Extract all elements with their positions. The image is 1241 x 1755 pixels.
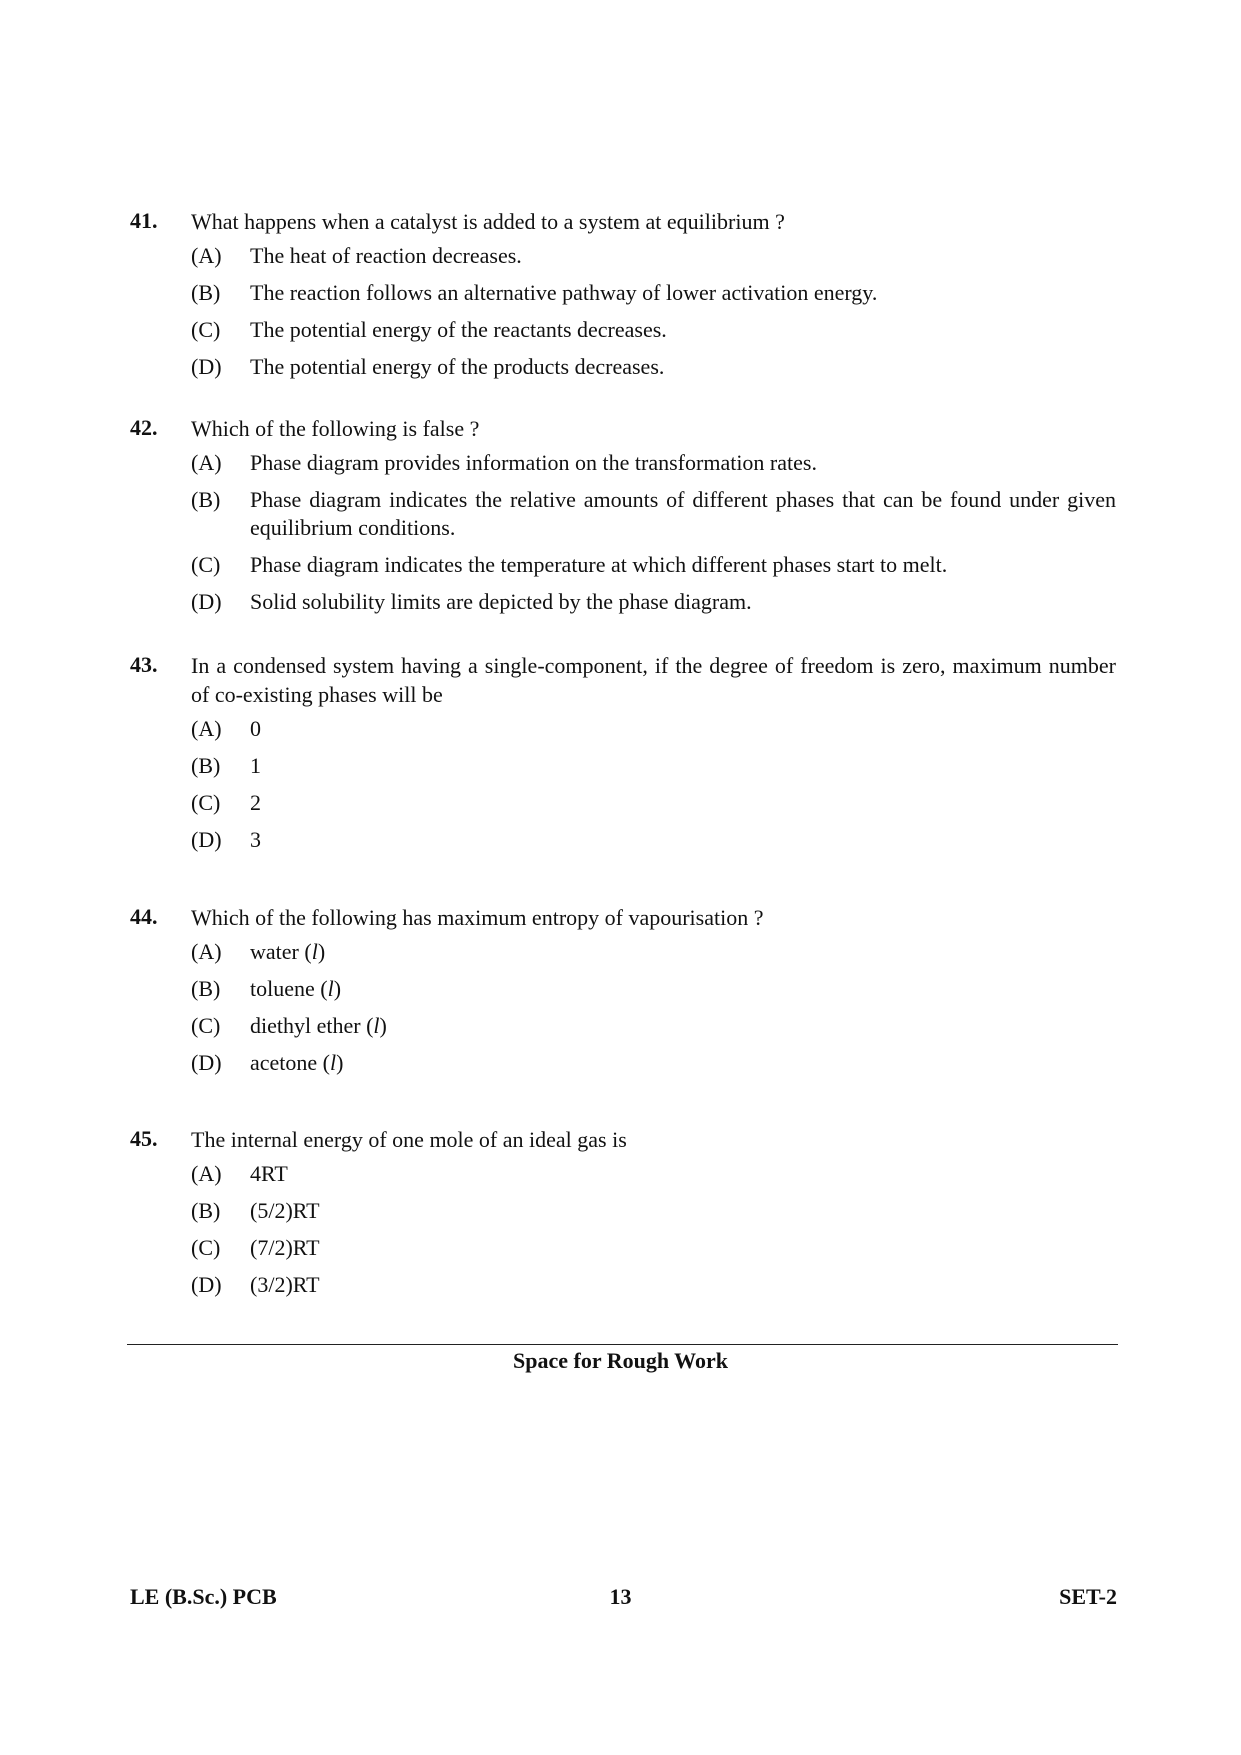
option-text: The heat of reaction decreases. (250, 243, 522, 268)
option-label: (C) (191, 552, 221, 577)
option-d (191, 353, 1116, 381)
question-44 (130, 903, 1116, 1086)
question-45 (130, 1125, 1116, 1308)
option-text: toluene (l) (250, 976, 342, 1001)
option-text: Phase diagram indicates the temperature at which different phases start to melt. (250, 552, 948, 577)
option-a (191, 242, 1116, 270)
option-label: (D) (191, 1272, 222, 1297)
option-text: 2 (250, 790, 261, 815)
option-text: acetone (l) (250, 1050, 344, 1075)
question-number: 42. (130, 415, 158, 440)
footer-exam-code: LE (B.Sc.) PCB (130, 1584, 277, 1609)
option-text: diethyl ether (l) (250, 1013, 387, 1038)
option-text: (5/2)RT (250, 1198, 320, 1223)
option-label: (C) (191, 1013, 221, 1038)
question-42 (130, 414, 1116, 625)
option-text: water (l) (250, 939, 326, 964)
option-label: (D) (191, 589, 222, 614)
question-41 (130, 207, 1116, 390)
option-list (191, 1160, 1116, 1299)
rough-work-label: Space for Rough Work (513, 1348, 728, 1373)
option-list (191, 938, 1116, 1077)
option-label: (C) (191, 1235, 221, 1260)
option-label: (D) (191, 1050, 222, 1075)
option-b (191, 752, 1116, 780)
option-label: (A) (191, 939, 222, 964)
option-a (191, 715, 1116, 743)
option-label: (D) (191, 354, 222, 379)
option-label: (D) (191, 827, 222, 852)
option-c (191, 1012, 1116, 1040)
question-43 (130, 651, 1116, 863)
question-text: Which of the following has maximum entropy of vapourisation ? (191, 905, 764, 930)
option-d (191, 588, 1116, 616)
option-label: (B) (191, 280, 221, 305)
option-text: Solid solubility limits are depicted by the phase diagram. (250, 589, 752, 614)
question-text: In a condensed system having a single-component, if the degree of freedom is zero, maximum number of co-existing phases will be (191, 653, 1116, 707)
option-label: (A) (191, 1161, 222, 1186)
option-text: (3/2)RT (250, 1272, 320, 1297)
option-label: (C) (191, 790, 221, 815)
question-number: 41. (130, 208, 158, 233)
option-c (191, 316, 1116, 344)
option-c (191, 551, 1116, 579)
option-text: 3 (250, 827, 261, 852)
question-number: 43. (130, 652, 158, 677)
option-d (191, 1271, 1116, 1299)
option-text: The reaction follows an alternative pathway of lower activation energy. (250, 280, 878, 305)
option-b (191, 1197, 1116, 1225)
option-text: The potential energy of the reactants decreases. (250, 317, 667, 342)
option-b (191, 486, 1116, 542)
option-text: 4RT (250, 1161, 288, 1186)
option-list (191, 715, 1116, 854)
option-c (191, 789, 1116, 817)
option-text: Phase diagram indicates the relative amounts of different phases that can be found under given equilibrium conditions. (250, 487, 1116, 540)
option-label: (B) (191, 1198, 221, 1223)
footer-page-number: 13 (609, 1584, 632, 1609)
option-text: 0 (250, 716, 261, 741)
question-text: What happens when a catalyst is added to a system at equilibrium ? (191, 209, 785, 234)
option-label: (A) (191, 450, 222, 475)
option-b (191, 279, 1116, 307)
option-list (191, 449, 1116, 616)
option-label: (A) (191, 243, 222, 268)
option-text: Phase diagram provides information on the transformation rates. (250, 450, 817, 475)
question-number: 44. (130, 904, 158, 929)
question-text: Which of the following is false ? (191, 416, 480, 441)
option-d (191, 1049, 1116, 1077)
option-label: (A) (191, 716, 222, 741)
option-label: (B) (191, 976, 221, 1001)
rough-work-divider (127, 1344, 1118, 1345)
option-label: (C) (191, 317, 221, 342)
option-a (191, 1160, 1116, 1188)
option-a (191, 938, 1116, 966)
option-text: 1 (250, 753, 261, 778)
option-text: The potential energy of the products decreases. (250, 354, 665, 379)
question-number: 45. (130, 1126, 158, 1151)
option-text: (7/2)RT (250, 1235, 320, 1260)
footer-set-code: SET-2 (1059, 1584, 1117, 1609)
option-list (191, 242, 1116, 381)
option-label: (B) (191, 753, 221, 778)
option-d (191, 826, 1116, 854)
question-text: The internal energy of one mole of an ideal gas is (191, 1127, 627, 1152)
option-b (191, 975, 1116, 1003)
option-label: (B) (191, 487, 221, 512)
option-a (191, 449, 1116, 477)
option-c (191, 1234, 1116, 1262)
